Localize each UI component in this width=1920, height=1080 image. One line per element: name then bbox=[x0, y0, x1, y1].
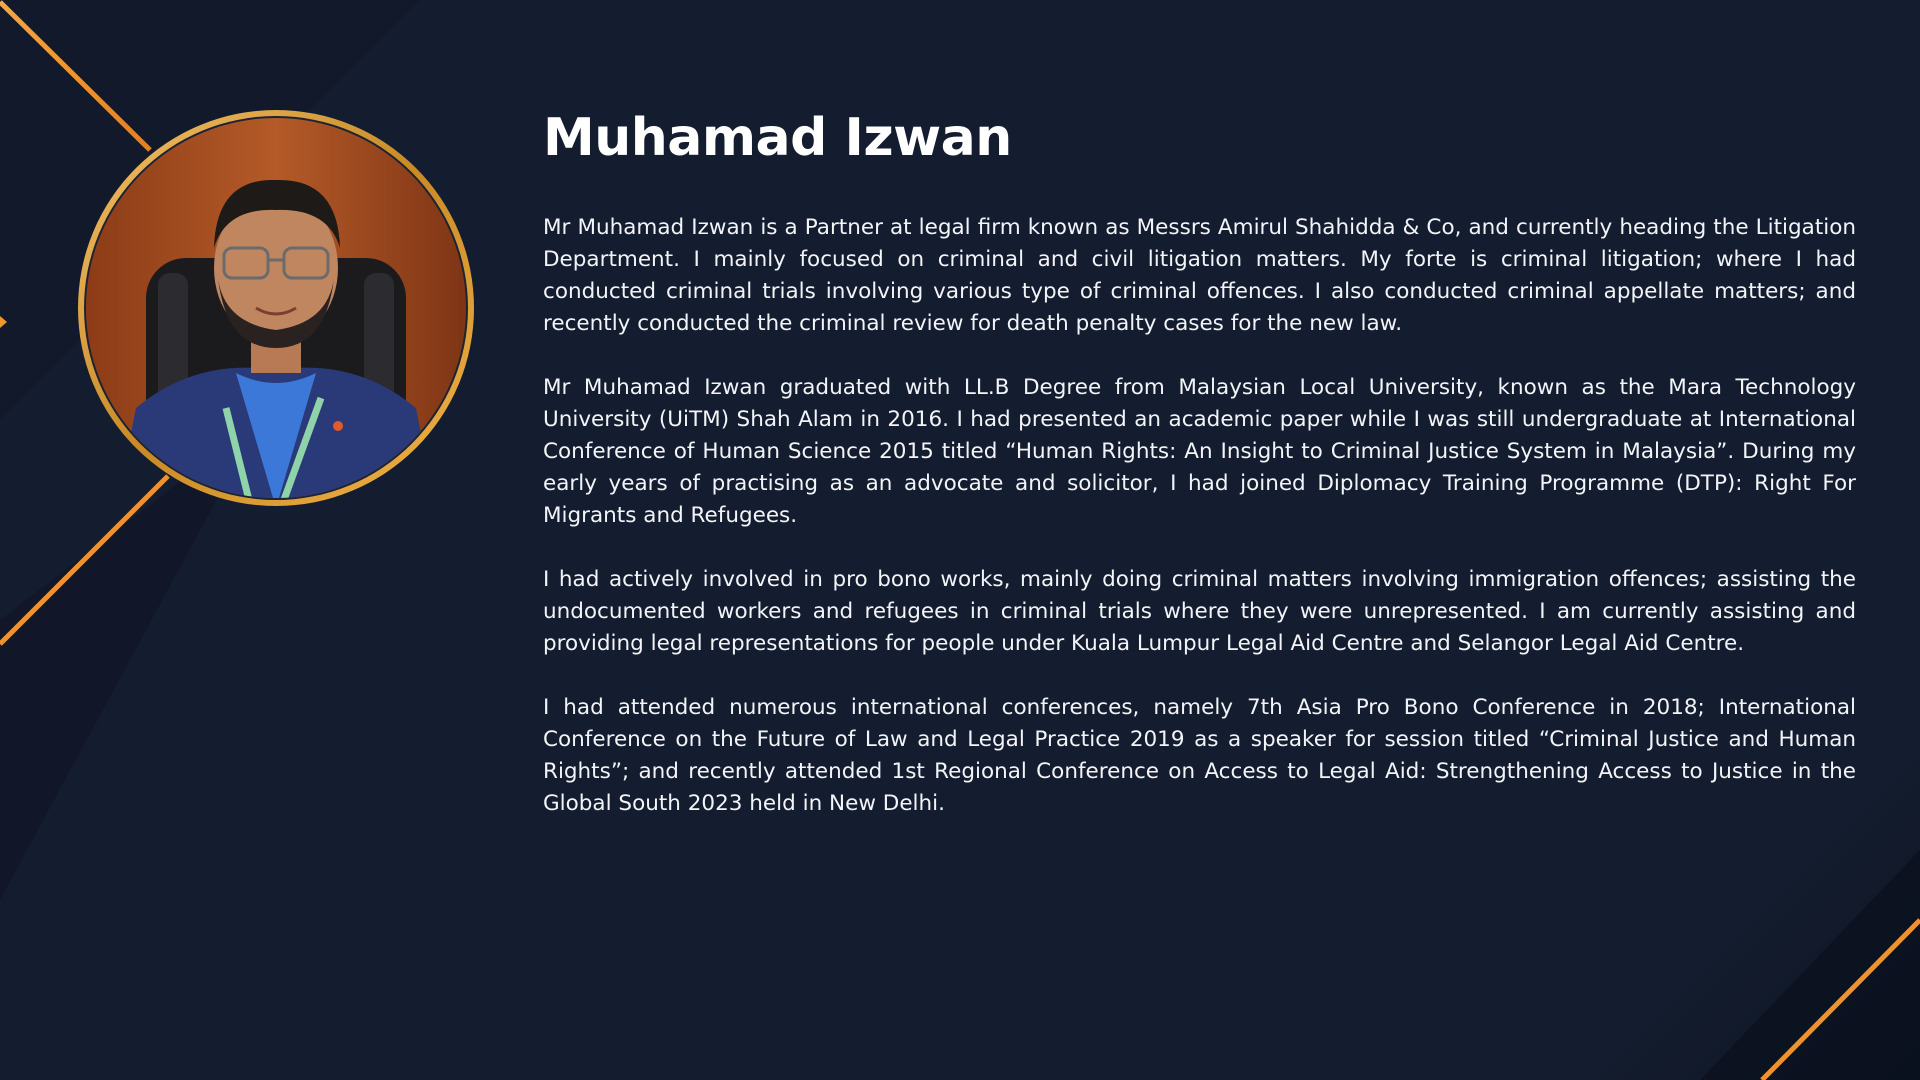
profile-name: Muhamad Izwan bbox=[543, 108, 1012, 168]
bio-paragraph: I had attended numerous international conferences, namely 7th Asia Pro Bono Conference in 2018; International Conference on the Future of Law and Legal Practice 2019 as a speaker for session titled “Criminal Justice and Human Rights”; and recently attended 1st Regional Conference on Access to Legal Aid: Strengthening Access to Justice in the Global South 2023 held in New Delhi. bbox=[543, 695, 1856, 816]
profile-photo bbox=[76, 108, 476, 508]
bio-paragraph: Mr Muhamad Izwan is a Partner at legal firm known as Messrs Amirul Shahidda & Co, and currently heading the Litigation Department. I mainly focused on criminal and civil litigation matters. My forte is criminal litigation; where I had conducted criminal trials involving various type of criminal offences. I also conducted criminal appellate matters; and recently conducted the criminal review for death penalty cases for the new law. bbox=[543, 215, 1856, 336]
bio-paragraph: I had actively involved in pro bono works, mainly doing criminal matters involving immigration offences; assisting the undocumented workers and refugees in criminal trials where they were unrepresented. I am currently assisting and providing legal representations for people under Kuala Lumpur Legal Aid Centre and Selangor Legal Aid Centre. bbox=[543, 567, 1856, 656]
bio-paragraph: Mr Muhamad Izwan graduated with LL.B Degree from Malaysian Local University, known as the Mara Technology University (UiTM) Shah Alam in 2016. I had presented an academic paper while I was still undergraduate at International Conference of Human Science 2015 titled “Human Rights: An Insight to Criminal Justice System in Malaysia”. During my early years of practising as an advocate and solicitor, I had joined Diplomacy Training Programme (DTP): Right For Migrants and Refugees. bbox=[543, 375, 1856, 528]
bio-section bbox=[543, 104, 1856, 852]
